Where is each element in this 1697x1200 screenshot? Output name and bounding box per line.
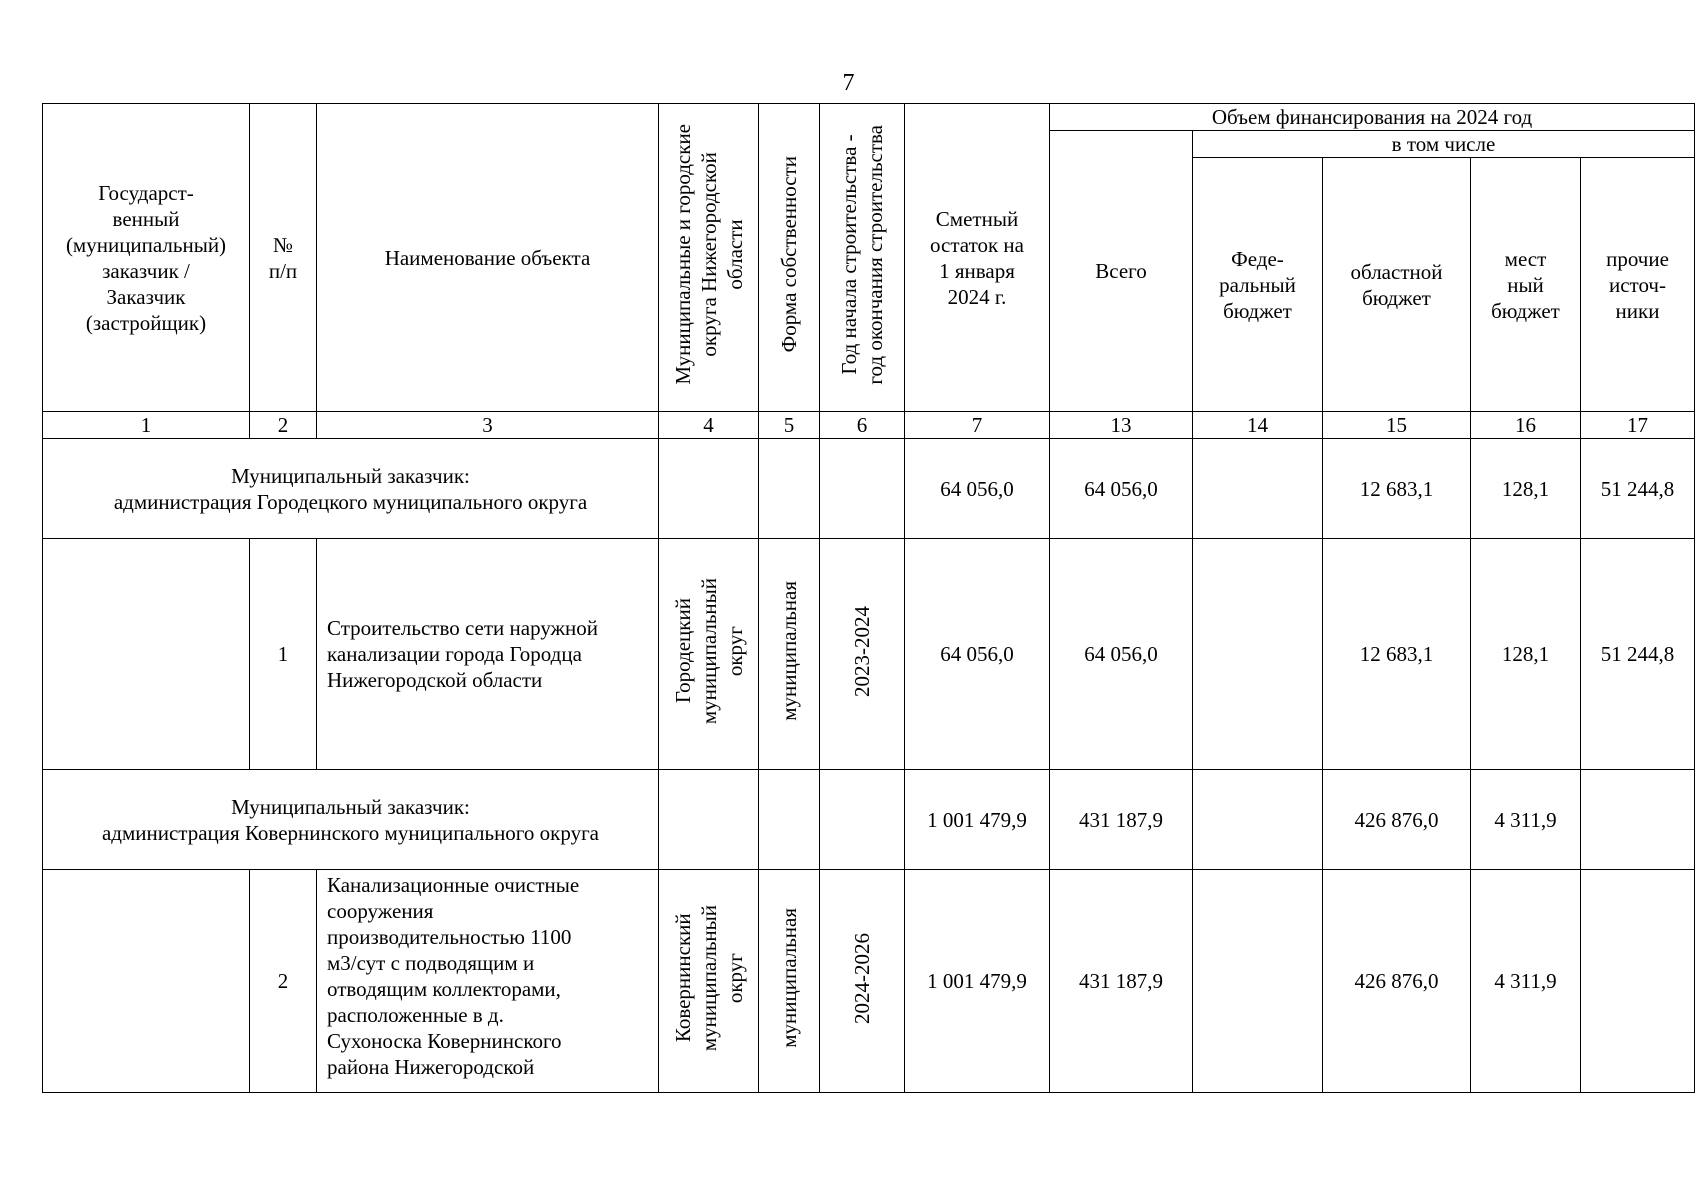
header-total: Всего: [1050, 131, 1193, 412]
table-row: [43, 439, 1695, 539]
local-cell: 128,1: [1471, 439, 1581, 539]
ownership-cell: муниципальная: [759, 539, 820, 770]
federal-cell: [1193, 770, 1323, 870]
federal-cell: [1193, 539, 1323, 770]
column-number: 6: [820, 412, 905, 439]
customer-cell: [43, 870, 250, 1093]
other-cell: 51 244,8: [1581, 439, 1695, 539]
ownership-cell: [759, 770, 820, 870]
estimate-cell: 1 001 479,9: [905, 770, 1050, 870]
header-years: Год начала строительства - год окончания строительства: [820, 104, 905, 412]
other-cell: 51 244,8: [1581, 539, 1695, 770]
header-ownership: Форма собственности: [759, 104, 820, 412]
local-cell: 128,1: [1471, 539, 1581, 770]
years-cell: [820, 439, 905, 539]
column-number: 7: [905, 412, 1050, 439]
regional-cell: 12 683,1: [1323, 539, 1471, 770]
column-number: 17: [1581, 412, 1695, 439]
total-cell: 431 187,9: [1050, 870, 1193, 1093]
total-cell: 64 056,0: [1050, 439, 1193, 539]
total-cell: 64 056,0: [1050, 539, 1193, 770]
number-cell: 2: [250, 870, 317, 1093]
header-federal: Феде- ральный бюджет: [1193, 158, 1323, 412]
header-other: прочие источ- ники: [1581, 158, 1695, 412]
estimate-cell: 1 001 479,9: [905, 870, 1050, 1093]
years-cell: 2023-2024: [820, 539, 905, 770]
ownership-cell: [759, 439, 820, 539]
federal-cell: [1193, 870, 1323, 1093]
regional-cell: 426 876,0: [1323, 770, 1471, 870]
ownership-cell: муниципальная: [759, 870, 820, 1093]
header-object-name: Наименование объекта: [317, 104, 659, 412]
regional-cell: 12 683,1: [1323, 439, 1471, 539]
header-including: в том числе: [1193, 131, 1695, 158]
other-cell: [1581, 870, 1695, 1093]
number-cell: 1: [250, 539, 317, 770]
regional-cell: 426 876,0: [1323, 870, 1471, 1093]
header-estimate: Сметный остаток на 1 января 2024 г.: [905, 104, 1050, 412]
column-number: 13: [1050, 412, 1193, 439]
header-financing-group: Объем финансирования на 2024 год: [1050, 104, 1695, 131]
estimate-cell: 64 056,0: [905, 539, 1050, 770]
financing-table: [42, 103, 1695, 1093]
customer-cell: Муниципальный заказчик: администрация Ковернинского муниципального округа: [43, 770, 659, 870]
local-cell: 4 311,9: [1471, 870, 1581, 1093]
page-number: 7: [842, 70, 855, 96]
column-numbers-row: [43, 412, 1695, 439]
column-number: 5: [759, 412, 820, 439]
district-cell: [659, 439, 759, 539]
total-cell: 431 187,9: [1050, 770, 1193, 870]
federal-cell: [1193, 439, 1323, 539]
district-cell: Ковернинский муниципальный округ: [659, 870, 759, 1093]
column-number: 3: [317, 412, 659, 439]
column-number: 1: [43, 412, 250, 439]
other-cell: [1581, 770, 1695, 870]
header-number: № п/п: [250, 104, 317, 412]
header-local: мест ный бюджет: [1471, 158, 1581, 412]
table-row: [43, 770, 1695, 870]
column-number: 4: [659, 412, 759, 439]
column-number: 14: [1193, 412, 1323, 439]
column-number: 16: [1471, 412, 1581, 439]
estimate-cell: 64 056,0: [905, 439, 1050, 539]
header-customer: Государст- венный (муниципальный) заказчик / Заказчик (застройщик): [43, 104, 250, 412]
column-number: 2: [250, 412, 317, 439]
local-cell: 4 311,9: [1471, 770, 1581, 870]
header-district: Муниципальные и городские округа Нижегородской области: [659, 104, 759, 412]
table-row: [43, 539, 1695, 770]
district-cell: Городецкий муниципальный округ: [659, 539, 759, 770]
customer-cell: Муниципальный заказчик: администрация Городецкого муниципального округа: [43, 439, 659, 539]
column-number: 15: [1323, 412, 1471, 439]
header-regional: областной бюджет: [1323, 158, 1471, 412]
years-cell: 2024-2026: [820, 870, 905, 1093]
object-name-cell: Канализационные очистные сооружения производительностью 1100 м3/сут с подводящим и отводящим коллекторами, расположенные в д. Сухоноска Ковернинского района Нижегородской: [317, 870, 659, 1093]
object-name-cell: Строительство сети наружной канализации города Городца Нижегородской области: [317, 539, 659, 770]
table-row: [43, 870, 1695, 1093]
years-cell: [820, 770, 905, 870]
district-cell: [659, 770, 759, 870]
customer-cell: [43, 539, 250, 770]
